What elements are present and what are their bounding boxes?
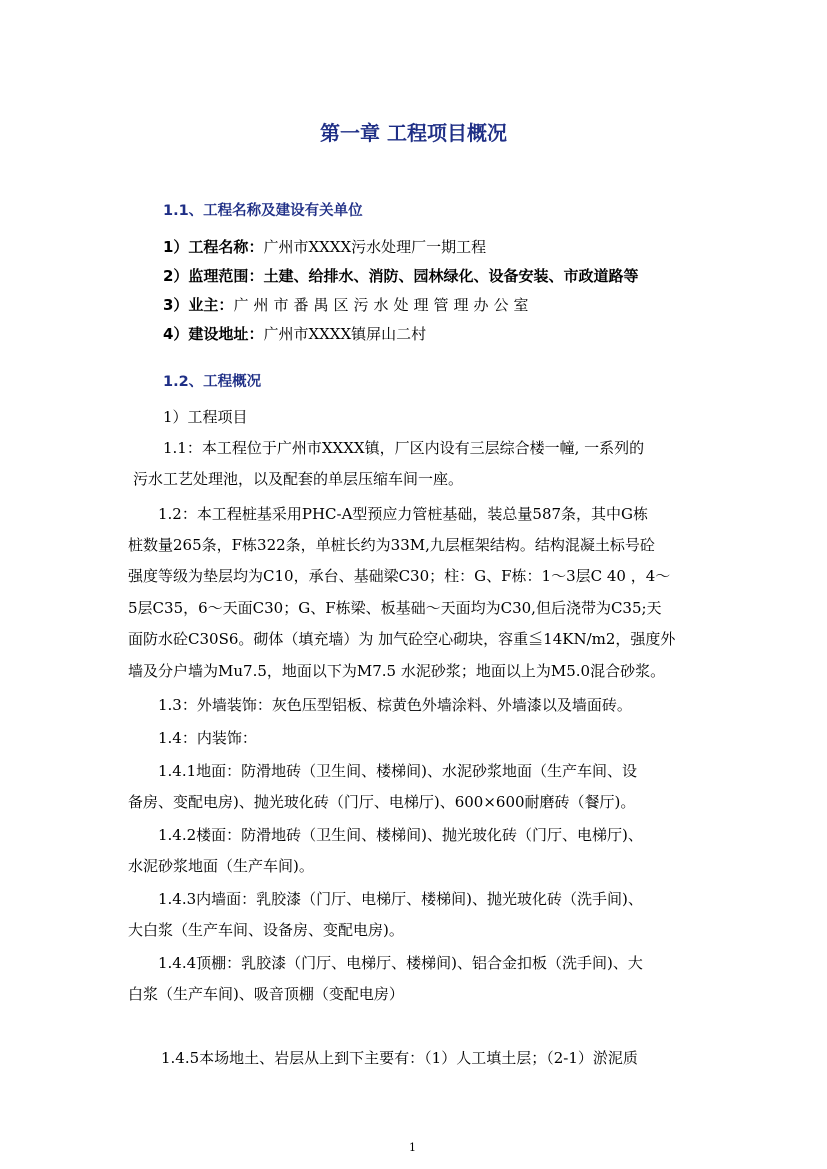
body-line: 墙及分户墙为Mu7.5，地面以下为M7.5 水泥砂浆；地面以上为M5.0混合砂浆。 [128, 662, 666, 680]
info-label: 1）工程名称： [163, 238, 264, 256]
info-item-owner [163, 294, 533, 315]
body-line: 水泥砂浆地面（生产车间)。 [128, 857, 314, 875]
info-label: 2）监理范围： [163, 267, 264, 285]
body-line: 污水工艺处理池，以及配套的单层压缩车间一座。 [133, 470, 464, 488]
body-line: 备房、变配电房)、抛光玻化砖（门厅、电梯厅)、600×600耐磨砖（餐厅)。 [128, 793, 636, 811]
info-item-project-name [163, 236, 486, 257]
info-label: 4）建设地址： [163, 325, 264, 343]
body-line: 1.4.4顶棚：乳胶漆（门厅、电梯厅、楼梯间)、铝合金扣板（洗手间)、大 [158, 954, 643, 972]
body-line: 1.4.2楼面：防滑地砖（卫生间、楼梯间)、抛光玻化砖（门厅、电梯厅)、 [158, 826, 643, 844]
section-heading-1-2: 1.2、工程概况 [163, 374, 262, 390]
info-value: 广州市XXXX镇屏山二村 [263, 325, 427, 343]
body-line: 5层C35，6～天面C30；G、F栋梁、板基础～天面均为C30,但后浇带为C35;天 [128, 599, 662, 617]
chapter-title: 第一章 工程项目概况 [320, 121, 507, 145]
subheading: 1）工程项目 [163, 408, 248, 426]
body-line: 大白浆（生产车间、设备房、变配电房)。 [128, 921, 404, 939]
body-line: 1.1：本工程位于广州市XXXX镇，厂区内设有三层综合楼一幢, 一系列的 [163, 439, 645, 457]
body-line: 1.4.1地面：防滑地砖（卫生间、楼梯间)、水泥砂浆地面（生产车间、设 [158, 762, 638, 780]
body-line: 强度等级为垫层均为C10，承台、基础梁C30；柱：G、F栋：1～3层C 40 ，4～ [128, 567, 671, 585]
body-line: 1.4.3内墙面：乳胶漆（门厅、电梯厅、楼梯间)、抛光玻化砖（洗手间)、 [158, 890, 643, 908]
body-line: 桩数量265条，F栋322条，单桩长约为33M,九层框架结构。结构混凝土标号砼 [128, 536, 655, 554]
info-value: 广州市XXXX污水处理厂一期工程 [263, 238, 487, 256]
body-line: 白浆（生产车间)、吸音顶棚（变配电房） [128, 985, 404, 1003]
body-line: 1.2：本工程桩基采用PHC-A型预应力管桩基础，装总量587条，其中G栋 [158, 505, 649, 523]
body-line: 面防水砼C30S6。砌体（填充墙）为 加气砼空心砌块，容重≦14KN/m2，强度外 [128, 630, 676, 648]
info-value: 土建、给排水、消防、园林绿化、设备安装、市政道路等 [263, 267, 639, 285]
section-heading-1-1: 1.1、工程名称及建设有关单位 [163, 203, 363, 219]
info-item-address [163, 323, 426, 344]
info-value: 广州市番禺区污水处理管理办公室 [233, 296, 534, 314]
body-line: 1.4：内装饰： [158, 729, 257, 747]
info-item-scope [163, 265, 638, 286]
page-number: 1 [409, 1141, 416, 1154]
body-line: 1.4.5本场地土、岩层从上到下主要有：（1）人工填土层；（2-1）淤泥质 [161, 1049, 638, 1067]
body-line: 1.3：外墙装饰：灰色压型铝板、棕黄色外墙涂料、外墙漆以及墙面砖。 [158, 696, 632, 714]
info-label: 3）业主： [163, 296, 234, 314]
